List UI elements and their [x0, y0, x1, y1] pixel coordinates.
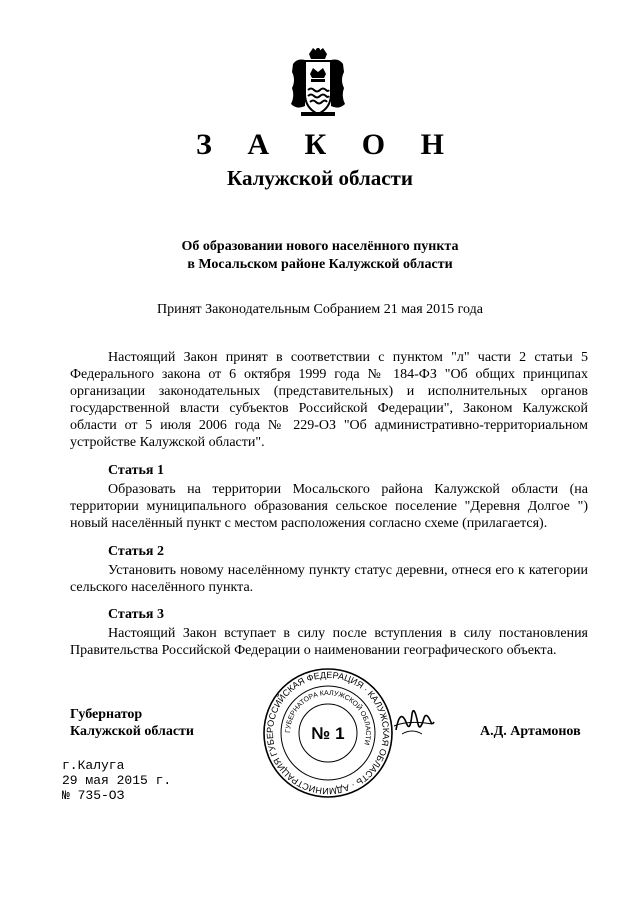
coat-of-arms-icon	[287, 46, 349, 118]
article-2-title: Статья 2	[108, 544, 164, 559]
handwritten-signature	[392, 700, 436, 740]
law-title-line-1: Об образовании нового населённого пункта	[181, 239, 459, 254]
article-3-body: Настоящий Закон вступает в силу после вступления в силу постановления Правительства Российской Федерации о наименовании географического объекта.	[70, 626, 588, 658]
signing-date: 29 мая 2015 г.	[62, 773, 172, 788]
official-seal-stamp	[262, 667, 394, 799]
stamp-outer-text: РОССИЙСКАЯ ФЕДЕРАЦИЯ · КАЛУЖСКАЯ ОБЛАСТЬ · АДМИНИСТРАЦИЯ ГУБЕ	[264, 669, 392, 797]
stamp-number: № 1	[311, 724, 345, 743]
article-1-title: Статья 1	[108, 463, 164, 478]
region-heading: Калужской области	[227, 166, 413, 190]
signatory-position-line-2: Калужской области	[70, 724, 194, 739]
stamp-inner-text: ГУБЕРНАТОРА КАЛУЖСКОЙ ОБЛАСТИ	[284, 689, 372, 746]
preamble-paragraph: Настоящий Закон принят в соответствии с пунктом "л" части 2 статьи 5 Федерального закона от 6 октября 1999 года № 184-ФЗ "Об общих принципах организации законодательных (представительных) и исполнительных органов государственной власти субъектов Российской Федерации", Законом Калужской области от 5 июля 2006 года № 229-ОЗ "Об административно-территориальном устройстве Калужской области".	[70, 350, 588, 450]
document-type-heading: З А К О Н	[196, 128, 458, 161]
article-2-body: Установить новому населённому пункту статус деревни, отнеся его к категории сельского населённого пункта.	[70, 563, 588, 595]
law-number: № 735-ОЗ	[62, 788, 125, 803]
adoption-note: Принят Законодательным Собранием 21 мая 2015 года	[157, 302, 483, 317]
place-of-signing: г.Калуга	[62, 758, 125, 773]
law-title-line-2: в Мосальском районе Калужской области	[187, 257, 453, 272]
signatory-name: А.Д. Артамонов	[480, 724, 581, 739]
signatory-position-line-1: Губернатор	[70, 707, 143, 722]
article-1-body: Образовать на территории Мосальского района Калужской области (на территории муниципального образования сельское поселение "Деревня Долгое ") новый населённый пункт с местом расположения согласно схеме (прилагается).	[70, 482, 588, 531]
article-3-title: Статья 3	[108, 607, 164, 622]
